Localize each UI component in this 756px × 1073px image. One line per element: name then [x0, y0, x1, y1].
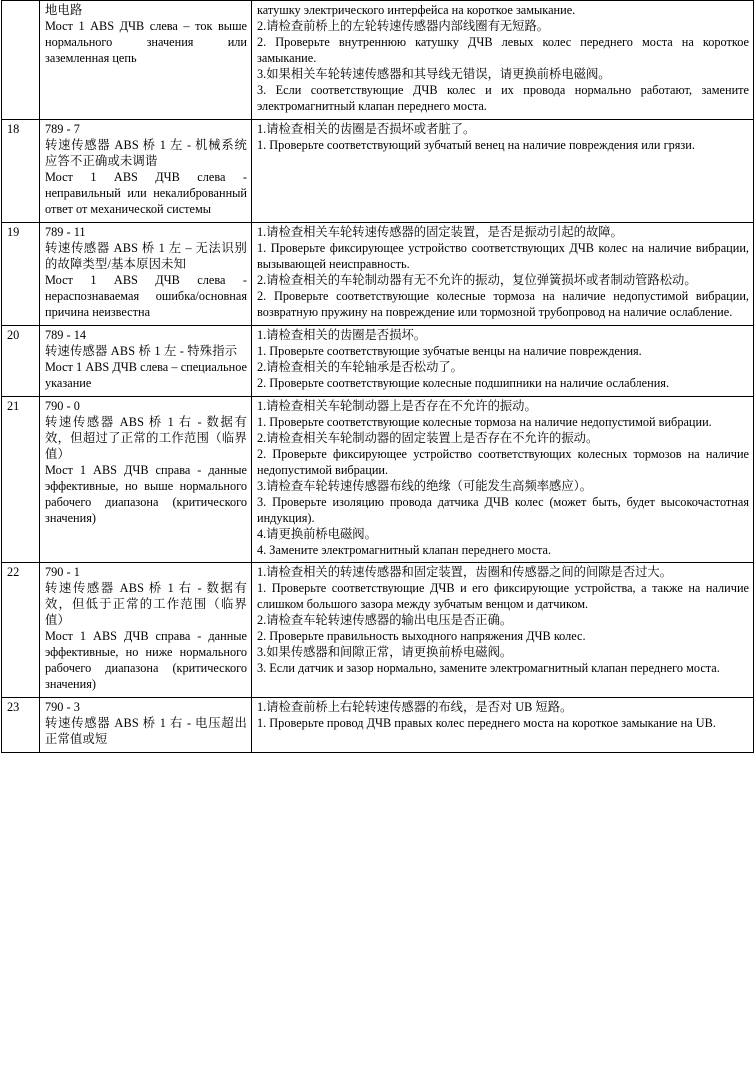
- remedy-line: 1.请检查相关的转速传感器和固定装置，齿圈和传感器之间的间隙是否过大。: [257, 565, 673, 580]
- fault-code-line: 转速传感器 ABS 桥 1 左 - 机械系统应答不正确或未调谐: [45, 137, 247, 168]
- fault-code-line: Мост 1 ABS ДЧВ слева – ток выше нормального значения или заземленная цепь: [45, 18, 247, 65]
- fault-code-cell: [40, 563, 252, 698]
- remedy-line: 3.如果传感器和间隙正常，请更换前桥电磁阀。: [257, 645, 513, 660]
- fault-code-cell: [40, 325, 252, 396]
- remedy-line: 2.请检查相关的车轮制动器有无不允许的振动，复位弹簧损坏或者制动管路松动。: [257, 272, 697, 287]
- fault-code-line: 789 - 14: [45, 327, 86, 342]
- remedy-line: 1.请检查前桥上右轮转速传感器的布线，是否对 UB 短路。: [257, 700, 573, 715]
- remedy-line: 2.请检查相关车轮制动器的固定装置上是否存在不允许的振动。: [257, 430, 599, 445]
- row-number-cell: 21: [2, 396, 40, 563]
- fault-code-line: Мост 1 ABS ДЧВ слева - неправильный или некалиброванный ответ от механической системы: [45, 169, 247, 216]
- remedy-description-cell: [252, 1, 754, 120]
- fault-code-line: Мост 1 ABS ДЧВ справа - данные эффективные, но выше нормального рабочего диапазона (критического значения): [45, 462, 247, 525]
- remedy-line: 1.请检查相关车轮制动器上是否存在不允许的振动。: [257, 398, 537, 413]
- table-row: [2, 698, 754, 753]
- table-row: [2, 325, 754, 396]
- remedy-line: 2.请检查相关的车轮轴承是否松动了。: [257, 359, 463, 374]
- remedy-line: 1.请检查相关的齿圈是否损坏或者脏了。: [257, 121, 476, 136]
- fault-code-line: 地电路: [45, 3, 83, 17]
- fault-code-line: 转速传感器 ABS 桥 1 左 - 特殊指示: [45, 343, 238, 358]
- fault-code-cell: [40, 698, 252, 753]
- remedy-line: 3. Проверьте изоляцию провода датчика ДЧВ колес (может быть, будет высокочастотная индукция).: [257, 494, 749, 525]
- table-row: [2, 119, 754, 222]
- row-number-cell: 20: [2, 325, 40, 396]
- remedy-line: катушку электрического интерфейса на короткое замыкание.: [257, 3, 576, 17]
- remedy-line: 2. Проверьте соответствующие колесные тормоза на наличие недопустимой вибрации, возвратную пружину на повреждение или тормозной трубопровод на наличие ослабление.: [257, 288, 749, 319]
- remedy-line: 1. Проверьте фиксирующее устройство соответствующих ДЧВ колес на наличие вибрации, вызывающей неисправность.: [257, 240, 749, 271]
- fault-code-line: Мост 1 ABS ДЧВ справа - данные эффективные, но ниже нормального рабочего диапазона (критического значения): [45, 629, 247, 692]
- remedy-line: 1. Проверьте соответствующие зубчатые венцы на наличие повреждения.: [257, 343, 642, 358]
- remedy-line: 1.请检查相关车轮转速传感器的固定装置，是否是振动引起的故障。: [257, 224, 623, 239]
- fault-code-table: [1, 0, 754, 753]
- row-number-cell: 19: [2, 222, 40, 325]
- table-row: [2, 563, 754, 698]
- remedy-line: 2. Проверьте фиксирующее устройство соответствующих колесных тормозов на наличие недопустимой вибрации.: [257, 446, 749, 477]
- table-body: [2, 1, 754, 753]
- remedy-line: 3. Если датчик и зазор нормально, замените электромагнитный клапан переднего моста.: [257, 661, 720, 676]
- remedy-line: 2. Проверьте правильность выходного напряжения ДЧВ колес.: [257, 629, 586, 644]
- fault-code-line: 转速传感器 ABS 桥 1 左 – 无法识别的故障类型/基本原因未知: [45, 240, 247, 271]
- remedy-description-cell: [252, 222, 754, 325]
- fault-code-cell: [40, 396, 252, 563]
- fault-code-cell: [40, 222, 252, 325]
- remedy-description-cell: [252, 325, 754, 396]
- remedy-line: 1.请检查相关的齿圈是否损坏。: [257, 327, 427, 342]
- remedy-line: 1. Проверьте провод ДЧВ правых колес переднего моста на короткое замыкание на UB.: [257, 716, 716, 731]
- remedy-line: 3.请检查车轮转速传感器布线的绝缘（可能发生高频率感应）。: [257, 478, 593, 493]
- remedy-line: 1. Проверьте соответствующие ДЧВ и его фиксирующие устройства, а также на наличие слишком большого зазора между зубчатым венцом и датчиком.: [257, 581, 749, 612]
- table-row: [2, 1, 754, 120]
- remedy-description-cell: [252, 563, 754, 698]
- remedy-line: 2.请检查前桥上的左轮转速传感器内部线圈有无短路。: [257, 18, 550, 33]
- fault-code-line: 转速传感器 ABS 桥 1 右 - 数据有效，但超过了正常的工作范围（临界值）: [45, 414, 247, 461]
- remedy-line: 4.请更换前桥电磁阀。: [257, 526, 377, 541]
- remedy-line: 2. Проверьте внутреннюю катушку ДЧВ левых колес переднего моста на короткое замыкание.: [257, 34, 749, 65]
- fault-code-line: 790 - 0: [45, 398, 80, 413]
- table-row: [2, 396, 754, 563]
- fault-code-cell: [40, 1, 252, 120]
- fault-code-cell: [40, 119, 252, 222]
- row-number-cell: 18: [2, 119, 40, 222]
- fault-code-line: 转速传感器 ABS 桥 1 右 - 电压超出正常值或短: [45, 716, 247, 747]
- remedy-line: 3.如果相关车轮转速传感器和其导线无错误，请更换前桥电磁阀。: [257, 66, 611, 81]
- fault-code-line: Мост 1 ABS ДЧВ слева - нераспознаваемая ошибка/основная причина неизвестна: [45, 272, 247, 319]
- remedy-description-cell: [252, 119, 754, 222]
- remedy-line: 4. Замените электромагнитный клапан переднего моста.: [257, 542, 552, 557]
- fault-code-line: 789 - 11: [45, 224, 86, 239]
- remedy-line: 3. Если соответствующие ДЧВ колес и их провода нормально работают, замените электромагнитный клапан переднего моста.: [257, 82, 749, 113]
- remedy-line: 1. Проверьте соответствующий зубчатый венец на наличие повреждения или грязи.: [257, 137, 695, 152]
- row-number-cell: 23: [2, 698, 40, 753]
- remedy-line: 2. Проверьте соответствующие колесные подшипники на наличие ослабления.: [257, 375, 670, 390]
- fault-code-line: 790 - 3: [45, 700, 80, 715]
- table-row: [2, 222, 754, 325]
- fault-code-line: 790 - 1: [45, 565, 80, 580]
- fault-code-line: 789 - 7: [45, 121, 80, 136]
- row-number-cell: 22: [2, 563, 40, 698]
- remedy-line: 2.请检查车轮转速传感器的输出电压是否正确。: [257, 613, 513, 628]
- fault-code-line: Мост 1 ABS ДЧВ слева – специальное указание: [45, 359, 247, 390]
- remedy-line: 1. Проверьте соответствующие колесные тормоза на наличие недопустимой вибрации.: [257, 414, 712, 429]
- row-number-cell: [2, 1, 40, 120]
- fault-code-line: 转速传感器 ABS 桥 1 右 - 数据有效，但低于正常的工作范围（临界值）: [45, 581, 247, 628]
- remedy-description-cell: [252, 396, 754, 563]
- remedy-description-cell: [252, 698, 754, 753]
